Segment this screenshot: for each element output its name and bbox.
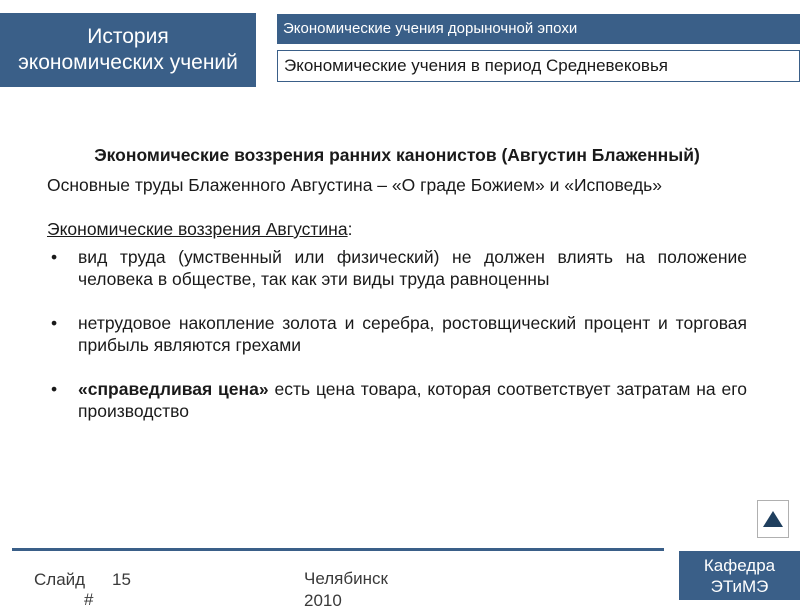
list-item <box>47 246 747 290</box>
triangle-up-icon <box>762 510 784 528</box>
footer-divider <box>12 548 664 551</box>
list-item <box>47 312 747 356</box>
course-title-box <box>0 13 256 87</box>
nav-section-button[interactable]: Экономические учения дорыночной эпохи <box>277 14 800 44</box>
bullet-text: нетрудовое накопление золота и серебра, ростовщический процент и торговая прибыль являются грехами <box>78 313 747 355</box>
bullet-icon: • <box>51 247 58 267</box>
works-text: Основные труды Блаженного Августина – «О граде Божием» и «Исповедь» <box>47 175 663 195</box>
views-heading <box>47 218 747 240</box>
slide-content <box>47 144 747 422</box>
footer-year: 2010 <box>304 591 342 610</box>
slide-number: 15 <box>112 570 131 589</box>
slide-label: Слайд <box>34 570 86 589</box>
list-item <box>47 378 747 422</box>
views-heading-text: Экономические воззрения Августина <box>47 219 348 239</box>
bullet-text: есть цена товара, которая соответствует затратам на его производство <box>78 379 747 421</box>
course-title-line2: экономических учений <box>18 51 238 74</box>
bullet-bold-text: «справедливая цена» <box>78 379 269 399</box>
slide-number-placeholder: # <box>84 590 94 609</box>
nav-subsection-button[interactable]: Экономические учения в период Средневековья <box>277 50 800 82</box>
bullet-text: вид труда (умственный или физический) не должен влиять на положение человека в обществе, так как эти виды труда равноценны <box>78 247 747 289</box>
bullet-icon: • <box>51 379 58 399</box>
bullet-icon: • <box>51 313 58 333</box>
footer-city-name: Челябинск <box>304 569 388 588</box>
department-line2: ЭТиМЭ <box>710 576 769 596</box>
department-line1: Кафедра <box>703 555 776 575</box>
next-slide-button[interactable] <box>757 500 789 538</box>
bullet-list <box>47 246 747 422</box>
content-title: Экономические воззрения ранних канонистов (Августин Блаженный) <box>94 145 700 165</box>
course-title-line1: История <box>87 25 169 48</box>
department-box <box>679 551 800 600</box>
views-heading-colon: : <box>347 219 353 239</box>
footer-city <box>304 568 388 612</box>
